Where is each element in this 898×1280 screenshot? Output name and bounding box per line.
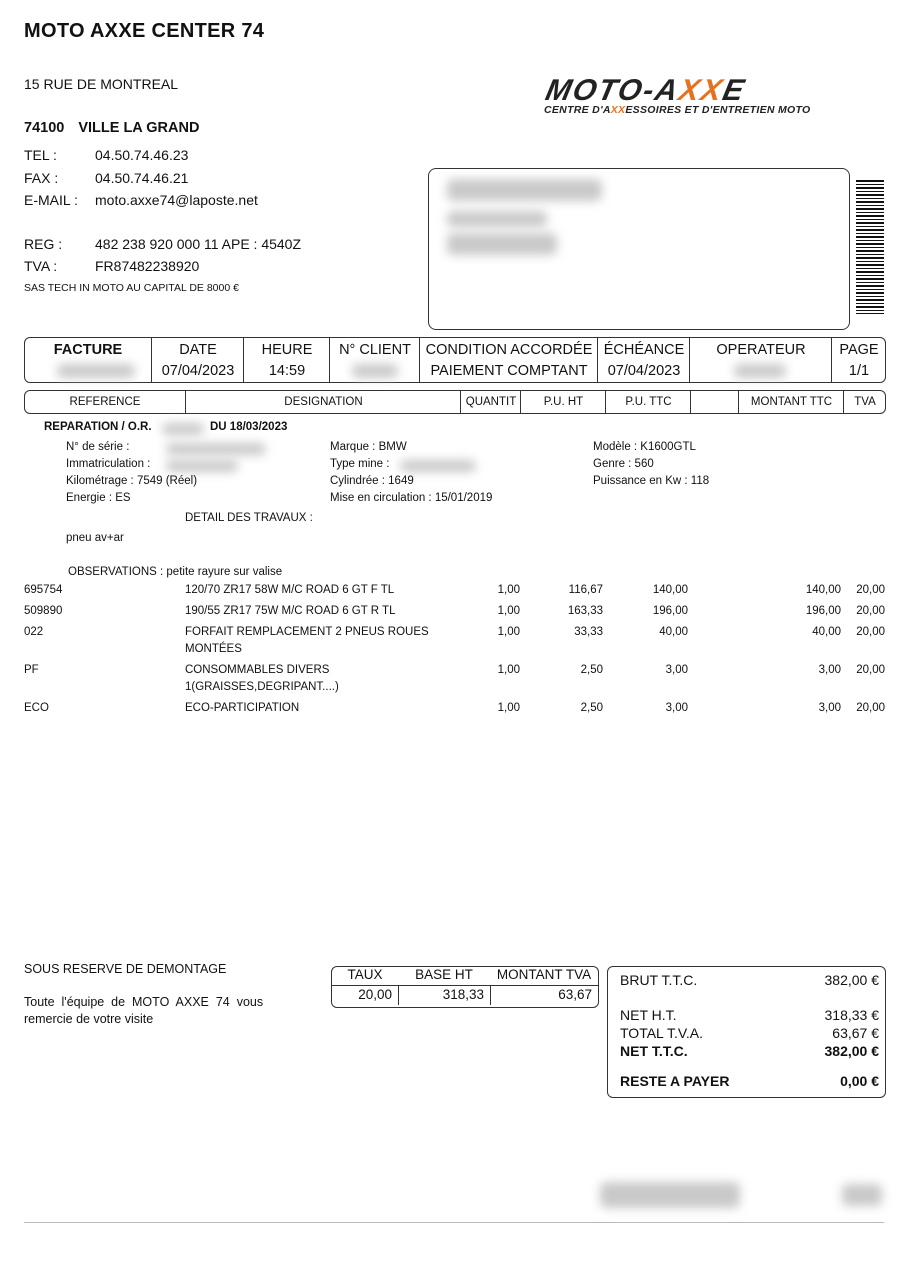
pneu-note: pneu av+ar [66, 532, 124, 544]
line-pu-ttc: 3,00 [665, 664, 688, 676]
type-mine-label: Type mine : [330, 458, 390, 470]
net-ht-label: NET H.T. [620, 1007, 677, 1023]
reg-value: 482 238 920 000 11 APE : 4540Z [95, 236, 302, 252]
line-pu-ttc: 196,00 [652, 605, 688, 617]
redacted-invoice-number [57, 364, 135, 378]
redacted-footer-text [842, 1184, 882, 1206]
company-capital: SAS TECH IN MOTO AU CAPITAL DE 8000 € [24, 282, 239, 294]
tel-value: 04.50.74.46.23 [95, 147, 189, 163]
footer-divider [24, 1222, 884, 1223]
tva-value: FR87482238920 [95, 258, 200, 274]
thanks-line-1: Toute l'équipe de MOTO AXXE 74 vous [24, 995, 264, 1009]
redacted-address-line [447, 233, 557, 255]
thanks-line-2: remercie de votre visite [24, 1012, 154, 1026]
tva-taux: 20,00 [358, 987, 392, 1002]
tva-taux-label: TAUX [347, 967, 383, 982]
serie-label: N° de série : [66, 441, 130, 453]
facture-cell: FACTURE [25, 338, 151, 382]
line-pu-ht: 163,33 [567, 605, 603, 617]
marque-label: Marque : BMW [330, 441, 407, 453]
line-designation: FORFAIT REMPLACEMENT 2 PNEUS ROUES [185, 626, 429, 638]
brut-value: 382,00 € [824, 972, 879, 988]
company-street: 15 RUE DE MONTREAL [24, 76, 179, 92]
cylindree-label: Cylindrée : 1649 [330, 475, 414, 487]
line-montant: 3,00 [818, 702, 841, 714]
puissance-label: Puissance en Kw : 118 [593, 475, 710, 487]
line-qty: 1,00 [497, 664, 520, 676]
col-tva: TVA [843, 391, 886, 413]
brut-label: BRUT T.T.C. [620, 972, 698, 988]
line-designation: 120/70 ZR17 58W M/C ROAD 6 GT F TL [185, 584, 395, 596]
line-designation: ECO-PARTICIPATION [185, 702, 300, 714]
line-pu-ttc: 140,00 [652, 584, 688, 596]
tel-label: TEL : [24, 147, 57, 163]
operateur-cell: OPERATEUR [689, 338, 832, 382]
immat-label: Immatriculation : [66, 458, 151, 470]
tva-label: TVA : [24, 258, 58, 274]
line-pu-ttc: 40,00 [659, 626, 688, 638]
line-ref: ECO [24, 702, 49, 714]
line-ref: 022 [24, 626, 44, 638]
redacted-serie [166, 443, 266, 455]
genre-label: Genre : 560 [593, 458, 654, 470]
tva-base: 318,33 [442, 987, 484, 1002]
page-cell: PAGE 1/1 [831, 338, 886, 382]
redacted-address-line [447, 211, 547, 227]
line-ref: 509890 [24, 605, 63, 617]
redacted-footer-text [600, 1182, 740, 1208]
logo-tagline: CENTRE D'AXXESSOIRES ET D'ENTRETIEN MOTO [544, 104, 811, 116]
line-qty: 1,00 [497, 626, 520, 638]
company-name: MOTO AXXE CENTER 74 [24, 20, 265, 42]
net-ht-value: 318,33 € [824, 1007, 879, 1023]
redacted-client-number [352, 364, 398, 378]
col-quantite: QUANTIT [460, 391, 521, 413]
line-pu-ht: 2,50 [580, 664, 603, 676]
net-ttc-value: 382,00 € [824, 1043, 879, 1059]
line-designation-2: 1(GRAISSES,DEGRIPANT....) [185, 681, 339, 693]
email-value: moto.axxe74@laposte.net [95, 192, 258, 208]
logo-wordmark: MOTO-AXXE [542, 74, 749, 107]
line-tva: 20,00 [856, 605, 885, 617]
total-tva-value: 63,67 € [832, 1025, 879, 1041]
line-pu-ht: 33,33 [574, 626, 603, 638]
fax-label: FAX : [24, 170, 59, 186]
line-montant: 140,00 [805, 584, 841, 596]
tva-montant: 63,67 [558, 987, 592, 1002]
line-ref: 695754 [24, 584, 63, 596]
reste-label: RESTE A PAYER [620, 1073, 730, 1089]
condition-cell: CONDITION ACCORDÉE PAIEMENT COMPTANT [419, 338, 598, 382]
col-montant-ttc: MONTANT TTC [738, 391, 844, 413]
observations: OBSERVATIONS : petite rayure sur valise [68, 566, 283, 578]
detail-travaux: DETAIL DES TRAVAUX : [185, 512, 313, 524]
km-label: Kilométrage : 7549 (Réel) [66, 475, 198, 487]
col-empty [690, 391, 739, 413]
circulation-label: Mise en circulation : 15/01/2019 [330, 492, 493, 504]
line-designation: 190/55 ZR17 75W M/C ROAD 6 GT R TL [185, 605, 396, 617]
redacted-customer-name [447, 179, 602, 201]
invoice-header [24, 337, 886, 383]
line-pu-ht: 2,50 [580, 702, 603, 714]
moto-axxe-logo [540, 76, 880, 122]
client-cell: N° CLIENT [329, 338, 420, 382]
energie-label: Energie : ES [66, 492, 131, 504]
line-montant: 196,00 [805, 605, 841, 617]
line-tva: 20,00 [856, 664, 885, 676]
tva-summary-table [331, 966, 599, 1008]
line-designation: CONSOMMABLES DIVERS [185, 664, 330, 676]
lines-column-header [24, 390, 886, 414]
line-montant: 40,00 [812, 626, 841, 638]
net-ttc-label: NET T.T.C. [620, 1043, 688, 1059]
line-qty: 1,00 [497, 584, 520, 596]
date-cell: DATE 07/04/2023 [151, 338, 244, 382]
postcode: 74100 [24, 120, 65, 136]
repair-title: REPARATION / O.R. [44, 421, 152, 433]
echeance-cell: ÉCHÉANCE 07/04/2023 [597, 338, 690, 382]
company-city [24, 120, 199, 136]
redacted-type-mine [400, 460, 476, 472]
line-qty: 1,00 [497, 605, 520, 617]
modele-label: Modèle : K1600GTL [593, 441, 696, 453]
totals-box [607, 966, 886, 1098]
reg-label: REG : [24, 236, 63, 252]
total-tva-label: TOTAL T.V.A. [620, 1025, 704, 1041]
tva-montant-label: MONTANT TVA [496, 967, 592, 982]
tva-base-label: BASE HT [415, 967, 473, 982]
reste-value: 0,00 € [840, 1073, 879, 1089]
line-tva: 20,00 [856, 584, 885, 596]
col-pu-ttc: P.U. TTC [605, 391, 691, 413]
fax-value: 04.50.74.46.21 [95, 170, 189, 186]
col-reference: REFERENCE [69, 396, 141, 408]
line-tva: 20,00 [856, 626, 885, 638]
city-name: VILLE LA GRAND [78, 120, 200, 136]
line-ref: PF [24, 664, 39, 676]
line-qty: 1,00 [497, 702, 520, 714]
col-pu-ht: P.U. HT [520, 391, 606, 413]
line-pu-ht: 116,67 [568, 584, 603, 596]
line-tva: 20,00 [856, 702, 885, 714]
line-montant: 3,00 [818, 664, 841, 676]
redacted-operator [734, 364, 786, 378]
redacted-or-number [162, 423, 204, 435]
reserve-note: SOUS RESERVE DE DEMONTAGE [24, 962, 227, 976]
barcode [856, 180, 884, 314]
redacted-immat [166, 460, 238, 472]
customer-address-box [428, 168, 850, 330]
heure-cell: HEURE 14:59 [243, 338, 330, 382]
line-pu-ttc: 3,00 [665, 702, 688, 714]
repair-date: DU 18/03/2023 [210, 421, 288, 433]
line-designation-2: MONTÉES [185, 643, 242, 655]
col-designation: DESIGNATION [185, 391, 461, 413]
email-label: E-MAIL : [24, 192, 78, 208]
